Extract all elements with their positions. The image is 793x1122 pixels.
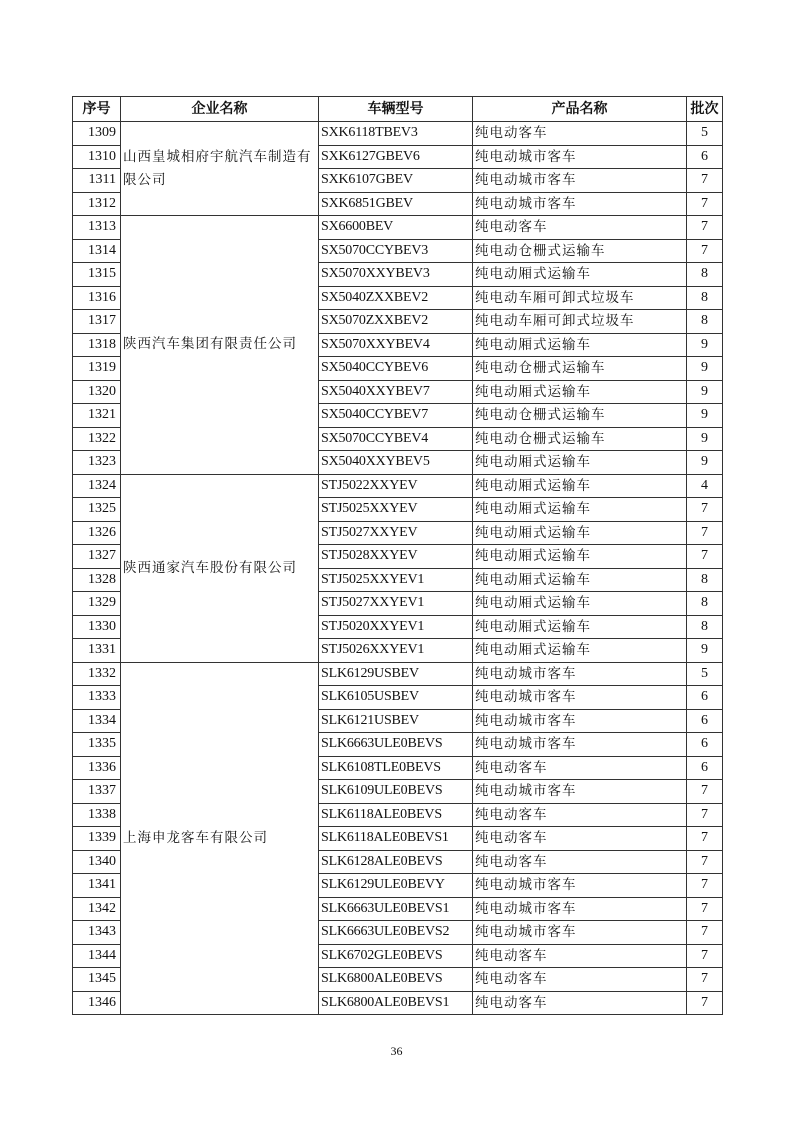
cell-seq: 1313 (73, 216, 121, 240)
cell-product: 纯电动城市客车 (473, 874, 687, 898)
cell-product: 纯电动仓栅式运输车 (473, 404, 687, 428)
vehicle-catalog-table (72, 96, 723, 1015)
cell-batch: 7 (687, 803, 723, 827)
cell-batch: 7 (687, 169, 723, 193)
cell-product: 纯电动车厢可卸式垃圾车 (473, 286, 687, 310)
cell-seq: 1317 (73, 310, 121, 334)
header-batch: 批次 (687, 97, 723, 122)
cell-seq: 1326 (73, 521, 121, 545)
page-number: 36 (390, 1044, 403, 1058)
cell-model: SX5070CCYBEV3 (319, 239, 473, 263)
cell-batch: 9 (687, 380, 723, 404)
cell-model: STJ5025XXYEV (319, 498, 473, 522)
cell-company: 山西皇城相府宇航汽车制造有限公司 (121, 122, 319, 216)
cell-seq: 1316 (73, 286, 121, 310)
cell-batch: 7 (687, 827, 723, 851)
cell-seq: 1323 (73, 451, 121, 475)
cell-product: 纯电动客车 (473, 850, 687, 874)
cell-product: 纯电动客车 (473, 803, 687, 827)
cell-model: SLK6118ALE0BEVS1 (319, 827, 473, 851)
cell-batch: 8 (687, 568, 723, 592)
cell-seq: 1334 (73, 709, 121, 733)
cell-product: 纯电动城市客车 (473, 169, 687, 193)
cell-batch: 8 (687, 310, 723, 334)
cell-batch: 8 (687, 615, 723, 639)
cell-product: 纯电动厢式运输车 (473, 333, 687, 357)
table-row (73, 216, 723, 240)
cell-seq: 1346 (73, 991, 121, 1015)
cell-batch: 7 (687, 874, 723, 898)
cell-batch: 9 (687, 333, 723, 357)
cell-product: 纯电动客车 (473, 968, 687, 992)
cell-seq: 1345 (73, 968, 121, 992)
cell-product: 纯电动厢式运输车 (473, 451, 687, 475)
cell-product: 纯电动厢式运输车 (473, 474, 687, 498)
cell-seq: 1319 (73, 357, 121, 381)
cell-batch: 7 (687, 968, 723, 992)
cell-model: STJ5026XXYEV1 (319, 639, 473, 663)
cell-batch: 9 (687, 427, 723, 451)
header-model: 车辆型号 (319, 97, 473, 122)
cell-product: 纯电动客车 (473, 827, 687, 851)
cell-model: SLK6663ULE0BEVS (319, 733, 473, 757)
cell-product: 纯电动厢式运输车 (473, 521, 687, 545)
cell-seq: 1336 (73, 756, 121, 780)
cell-batch: 8 (687, 592, 723, 616)
cell-batch: 9 (687, 404, 723, 428)
cell-seq: 1314 (73, 239, 121, 263)
cell-model: SLK6129USBEV (319, 662, 473, 686)
cell-product: 纯电动客车 (473, 991, 687, 1015)
cell-model: STJ5025XXYEV1 (319, 568, 473, 592)
cell-batch: 7 (687, 521, 723, 545)
table-row (73, 474, 723, 498)
cell-product: 纯电动仓栅式运输车 (473, 357, 687, 381)
cell-batch: 7 (687, 216, 723, 240)
cell-product: 纯电动厢式运输车 (473, 545, 687, 569)
cell-batch: 6 (687, 733, 723, 757)
cell-product: 纯电动厢式运输车 (473, 263, 687, 287)
header-company: 企业名称 (121, 97, 319, 122)
cell-seq: 1339 (73, 827, 121, 851)
cell-seq: 1338 (73, 803, 121, 827)
cell-batch: 6 (687, 756, 723, 780)
cell-seq: 1330 (73, 615, 121, 639)
cell-model: SXK6127GBEV6 (319, 145, 473, 169)
cell-batch: 7 (687, 498, 723, 522)
cell-seq: 1312 (73, 192, 121, 216)
cell-model: SX5040XXYBEV7 (319, 380, 473, 404)
cell-product: 纯电动城市客车 (473, 897, 687, 921)
cell-seq: 1327 (73, 545, 121, 569)
cell-model: STJ5020XXYEV1 (319, 615, 473, 639)
cell-model: SLK6128ALE0BEVS (319, 850, 473, 874)
cell-model: SXK6118TBEV3 (319, 122, 473, 146)
cell-batch: 7 (687, 239, 723, 263)
cell-model: SLK6108TLE0BEVS (319, 756, 473, 780)
cell-product: 纯电动客车 (473, 122, 687, 146)
cell-model: STJ5028XXYEV (319, 545, 473, 569)
cell-seq: 1331 (73, 639, 121, 663)
cell-batch: 9 (687, 357, 723, 381)
cell-seq: 1341 (73, 874, 121, 898)
cell-batch: 7 (687, 780, 723, 804)
cell-batch: 7 (687, 850, 723, 874)
cell-batch: 5 (687, 662, 723, 686)
cell-seq: 1310 (73, 145, 121, 169)
cell-batch: 8 (687, 263, 723, 287)
cell-seq: 1343 (73, 921, 121, 945)
cell-product: 纯电动城市客车 (473, 145, 687, 169)
cell-model: SLK6109ULE0BEVS (319, 780, 473, 804)
cell-model: SLK6702GLE0BEVS (319, 944, 473, 968)
cell-product: 纯电动厢式运输车 (473, 498, 687, 522)
cell-batch: 6 (687, 686, 723, 710)
cell-seq: 1333 (73, 686, 121, 710)
cell-model: SX6600BEV (319, 216, 473, 240)
cell-product: 纯电动客车 (473, 756, 687, 780)
cell-model: SLK6800ALE0BEVS (319, 968, 473, 992)
cell-batch: 8 (687, 286, 723, 310)
cell-product: 纯电动仓栅式运输车 (473, 427, 687, 451)
cell-seq: 1325 (73, 498, 121, 522)
table-body (73, 122, 723, 1015)
cell-batch: 7 (687, 192, 723, 216)
cell-model: SX5040CCYBEV7 (319, 404, 473, 428)
cell-seq: 1320 (73, 380, 121, 404)
cell-seq: 1344 (73, 944, 121, 968)
cell-batch: 6 (687, 145, 723, 169)
cell-model: SX5070XXYBEV3 (319, 263, 473, 287)
cell-product: 纯电动城市客车 (473, 192, 687, 216)
cell-seq: 1329 (73, 592, 121, 616)
cell-model: SX5040ZXXBEV2 (319, 286, 473, 310)
cell-product: 纯电动厢式运输车 (473, 639, 687, 663)
cell-seq: 1321 (73, 404, 121, 428)
cell-batch: 7 (687, 897, 723, 921)
cell-model: STJ5027XXYEV (319, 521, 473, 545)
cell-seq: 1332 (73, 662, 121, 686)
cell-seq: 1315 (73, 263, 121, 287)
cell-product: 纯电动仓栅式运输车 (473, 239, 687, 263)
cell-model: SLK6663ULE0BEVS1 (319, 897, 473, 921)
cell-product: 纯电动城市客车 (473, 709, 687, 733)
cell-model: SX5070CCYBEV4 (319, 427, 473, 451)
cell-product: 纯电动厢式运输车 (473, 592, 687, 616)
header-product: 产品名称 (473, 97, 687, 122)
cell-seq: 1311 (73, 169, 121, 193)
cell-batch: 9 (687, 639, 723, 663)
cell-batch: 7 (687, 944, 723, 968)
cell-batch: 5 (687, 122, 723, 146)
cell-batch: 7 (687, 991, 723, 1015)
cell-model: SXK6107GBEV (319, 169, 473, 193)
cell-seq: 1309 (73, 122, 121, 146)
header-seq: 序号 (73, 97, 121, 122)
cell-product: 纯电动客车 (473, 216, 687, 240)
cell-seq: 1322 (73, 427, 121, 451)
cell-batch: 9 (687, 451, 723, 475)
cell-seq: 1335 (73, 733, 121, 757)
cell-model: SLK6663ULE0BEVS2 (319, 921, 473, 945)
cell-product: 纯电动厢式运输车 (473, 615, 687, 639)
cell-seq: 1324 (73, 474, 121, 498)
cell-seq: 1328 (73, 568, 121, 592)
cell-product: 纯电动城市客车 (473, 662, 687, 686)
cell-batch: 4 (687, 474, 723, 498)
cell-model: STJ5027XXYEV1 (319, 592, 473, 616)
cell-batch: 7 (687, 545, 723, 569)
cell-model: SX5040CCYBEV6 (319, 357, 473, 381)
cell-model: SLK6118ALE0BEVS (319, 803, 473, 827)
cell-model: SLK6121USBEV (319, 709, 473, 733)
cell-company: 上海申龙客车有限公司 (121, 662, 319, 1015)
cell-seq: 1337 (73, 780, 121, 804)
cell-model: SX5070XXYBEV4 (319, 333, 473, 357)
cell-product: 纯电动厢式运输车 (473, 568, 687, 592)
cell-model: SXK6851GBEV (319, 192, 473, 216)
cell-product: 纯电动车厢可卸式垃圾车 (473, 310, 687, 334)
cell-product: 纯电动客车 (473, 944, 687, 968)
cell-model: SX5070ZXXBEV2 (319, 310, 473, 334)
table-row (73, 122, 723, 146)
cell-product: 纯电动城市客车 (473, 780, 687, 804)
cell-product: 纯电动厢式运输车 (473, 380, 687, 404)
cell-model: SLK6129ULE0BEVY (319, 874, 473, 898)
cell-batch: 7 (687, 921, 723, 945)
cell-model: STJ5022XXYEV (319, 474, 473, 498)
cell-company: 陕西通家汽车股份有限公司 (121, 474, 319, 662)
cell-seq: 1342 (73, 897, 121, 921)
cell-product: 纯电动城市客车 (473, 733, 687, 757)
table-header-row (73, 97, 723, 122)
cell-product: 纯电动城市客车 (473, 686, 687, 710)
cell-product: 纯电动城市客车 (473, 921, 687, 945)
table-row (73, 662, 723, 686)
cell-model: SX5040XXYBEV5 (319, 451, 473, 475)
cell-company: 陕西汽车集团有限责任公司 (121, 216, 319, 475)
cell-batch: 6 (687, 709, 723, 733)
cell-model: SLK6800ALE0BEVS1 (319, 991, 473, 1015)
cell-seq: 1318 (73, 333, 121, 357)
cell-seq: 1340 (73, 850, 121, 874)
cell-model: SLK6105USBEV (319, 686, 473, 710)
